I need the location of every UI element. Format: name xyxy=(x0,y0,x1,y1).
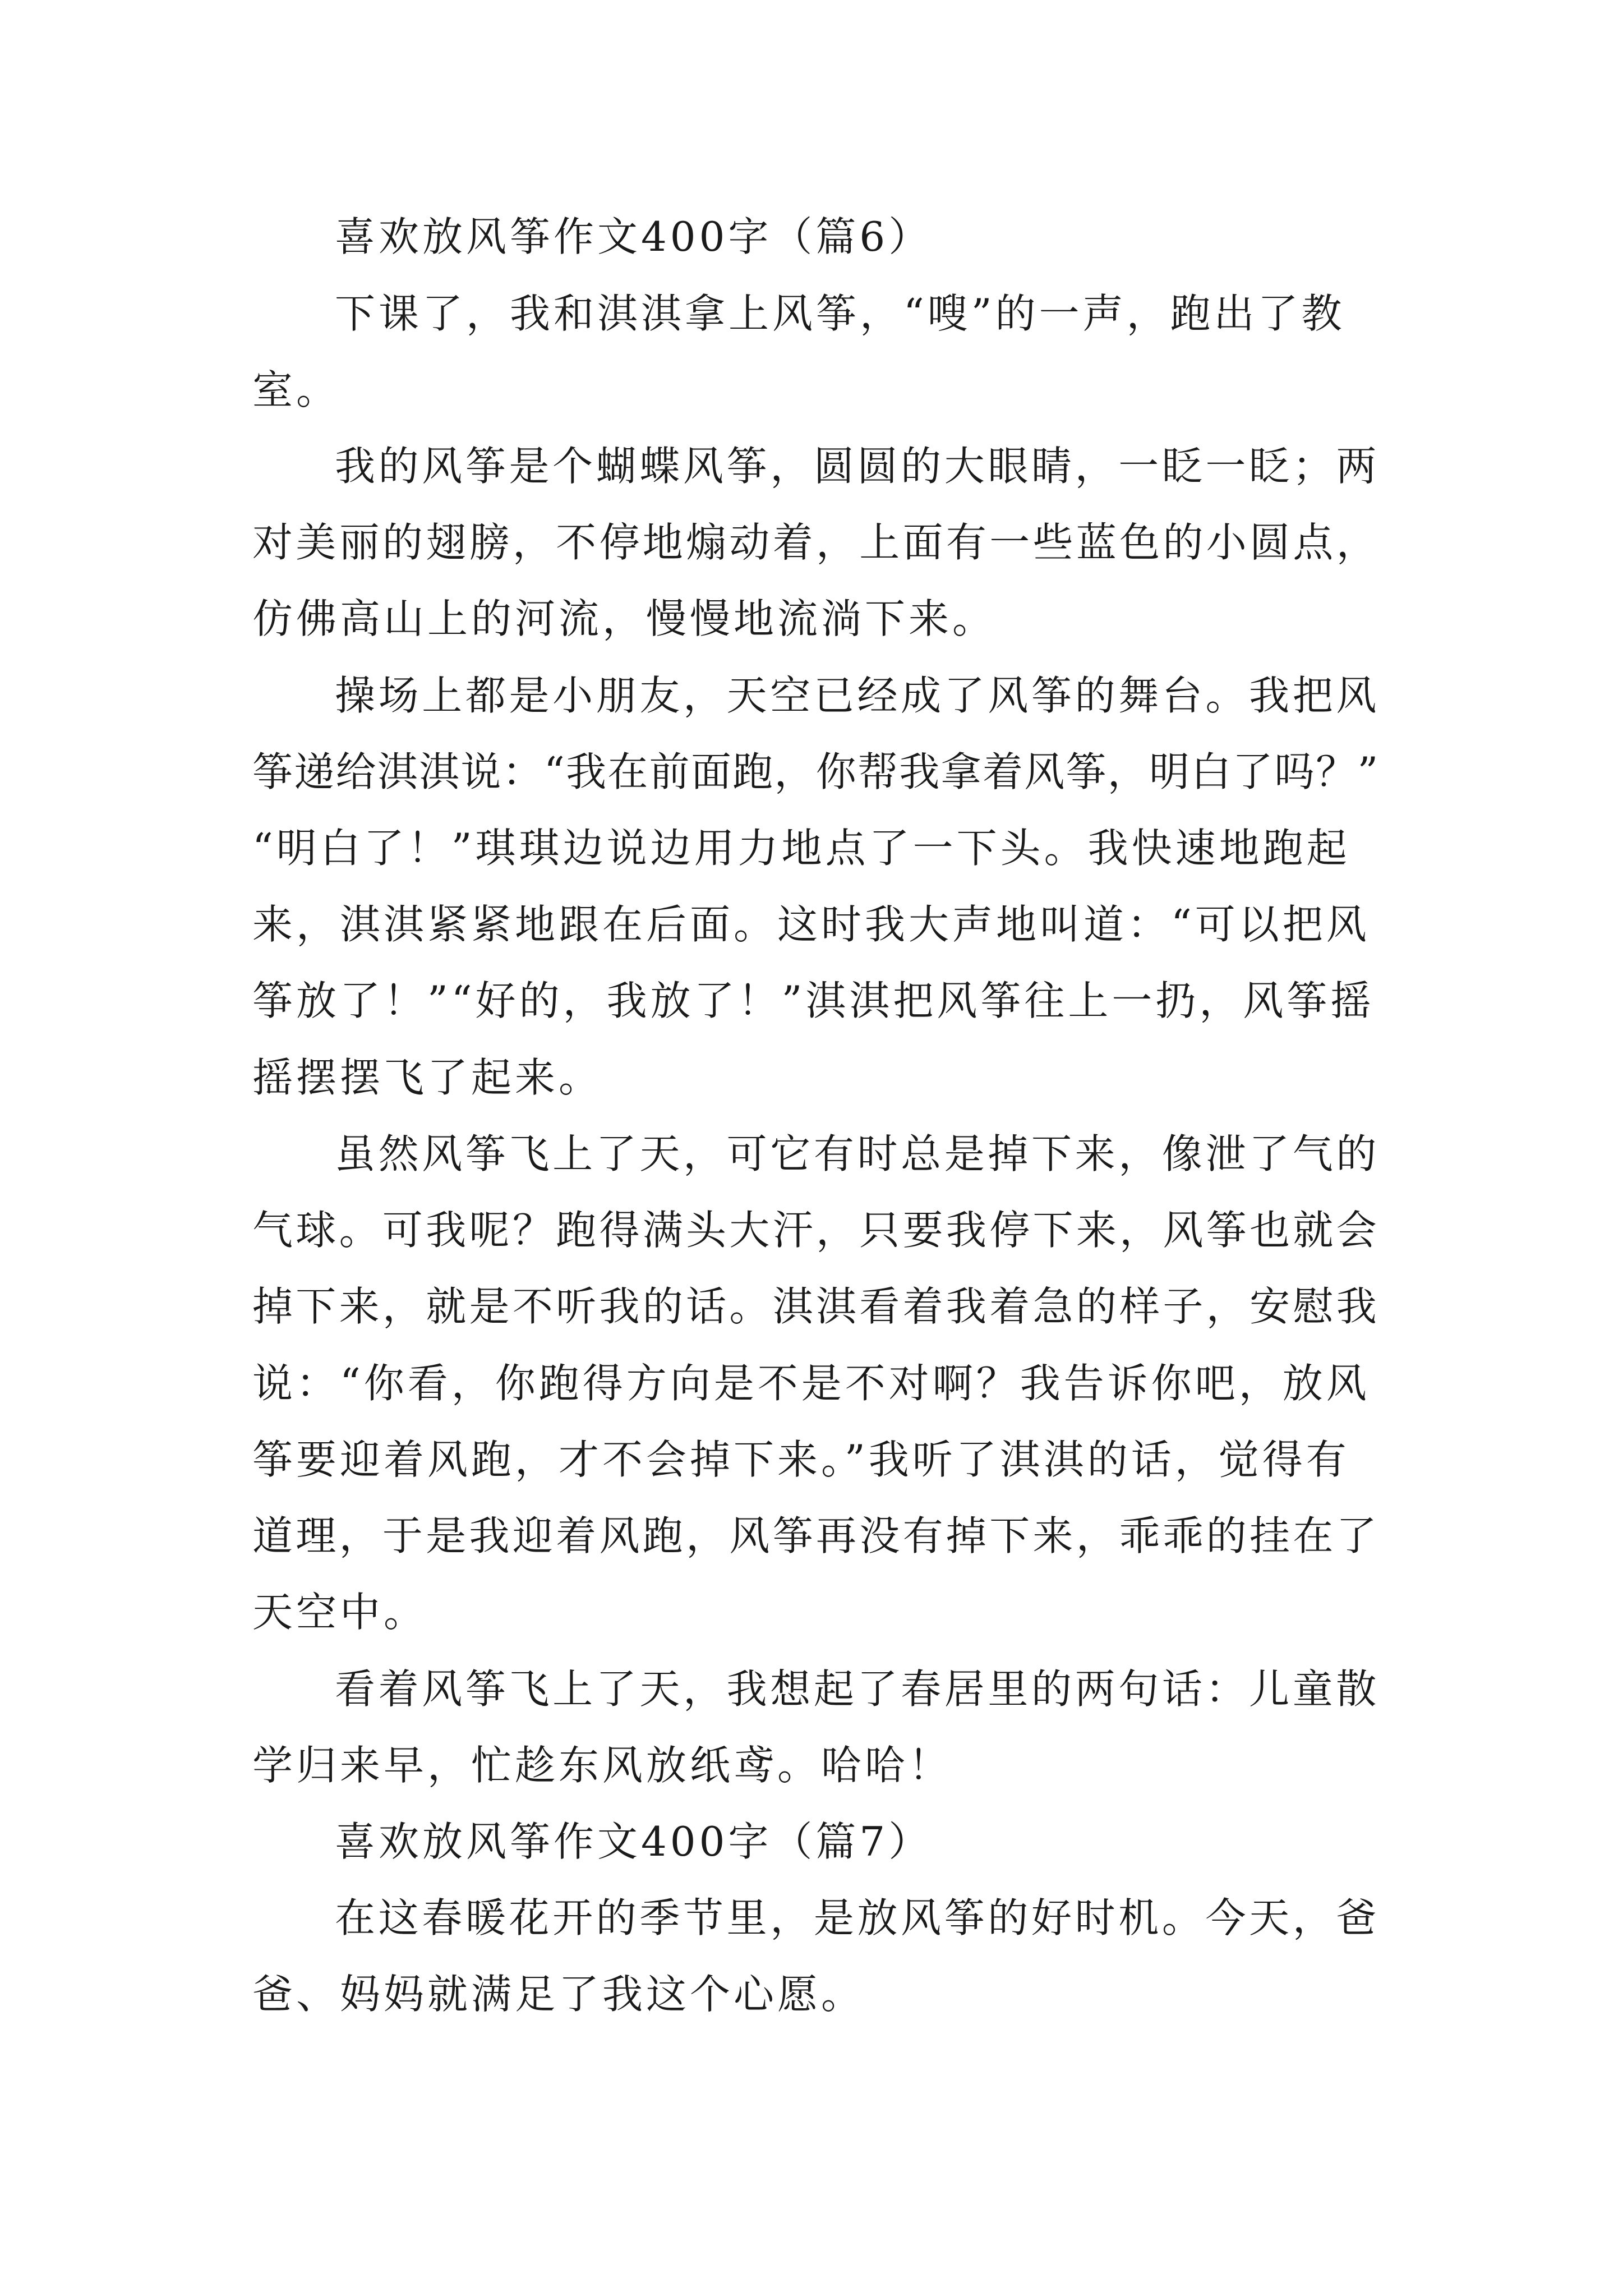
paragraph-line: 学归来早，忙趁东风放纸鸢。哈哈！ xyxy=(252,1742,953,1789)
paragraph-line: 摇摆摆飞了起来。 xyxy=(252,1054,603,1101)
paragraph-line: 爸、妈妈就满足了我这个心愿。 xyxy=(252,1971,865,2018)
paragraph-line: 筝放了！”“好的，我放了！”淇淇把风筝往上一扔，风筝摇 xyxy=(252,977,1375,1024)
paragraph-line: 筝要迎着风跑，才不会掉下来。”我听了淇淇的话，觉得有 xyxy=(252,1436,1350,1483)
paragraph-line: 看着风筝飞上了天，我想起了春居里的两句话：儿童散 xyxy=(335,1665,1380,1713)
paragraph-line: 下课了，我和淇淇拿上风筝，“嗖”的一声，跑出了教 xyxy=(335,290,1345,337)
paragraph-line: 天空中。 xyxy=(252,1589,428,1636)
paragraph-line: 虽然风筝飞上了天，可它有时总是掉下来，像泄了气的 xyxy=(335,1130,1380,1177)
paragraph-line: 我的风筝是个蝴蝶风筝，圆圆的大眼睛，一眨一眨；两 xyxy=(335,443,1380,490)
paragraph-line: 在这春暖花开的季节里，是放风筝的好时机。今天，爸 xyxy=(335,1894,1380,1941)
paragraph-line: 筝递给淇淇说：“我在前面跑，你帮我拿着风筝，明白了吗？” xyxy=(252,748,1380,795)
paragraph-line: 来，淇淇紧紧地跟在后面。这时我大声地叫道：“可以把风 xyxy=(252,901,1370,948)
paragraph-line: 气球。可我呢？跑得满头大汗，只要我停下来，风筝也就会 xyxy=(252,1207,1380,1254)
paragraph-line: 对美丽的翅膀，不停地煽动着，上面有一些蓝色的小圆点， xyxy=(252,519,1380,566)
paragraph-line: 仿佛高山上的河流，慢慢地流淌下来。 xyxy=(252,595,997,642)
paragraph-line: 掉下来，就是不听我的话。淇淇看着我着急的样子，安慰我 xyxy=(252,1283,1380,1330)
paragraph-line: “明白了！”琪琪边说边用力地点了一下头。我快速地跑起 xyxy=(252,825,1350,872)
heading-essay-6: 喜欢放风筝作文400字（篇6） xyxy=(335,213,933,260)
heading-essay-7: 喜欢放风筝作文400字（篇7） xyxy=(335,1818,933,1865)
paragraph-line: 操场上都是小朋友，天空已经成了风筝的舞台。我把风 xyxy=(335,672,1380,719)
paragraph-line: 室。 xyxy=(252,366,340,413)
paragraph-line: 说：“你看，你跑得方向是不是不对啊？我告诉你吧，放风 xyxy=(252,1360,1370,1407)
paragraph-line: 道理，于是我迎着风跑，风筝再没有掉下来，乖乖的挂在了 xyxy=(252,1512,1380,1559)
